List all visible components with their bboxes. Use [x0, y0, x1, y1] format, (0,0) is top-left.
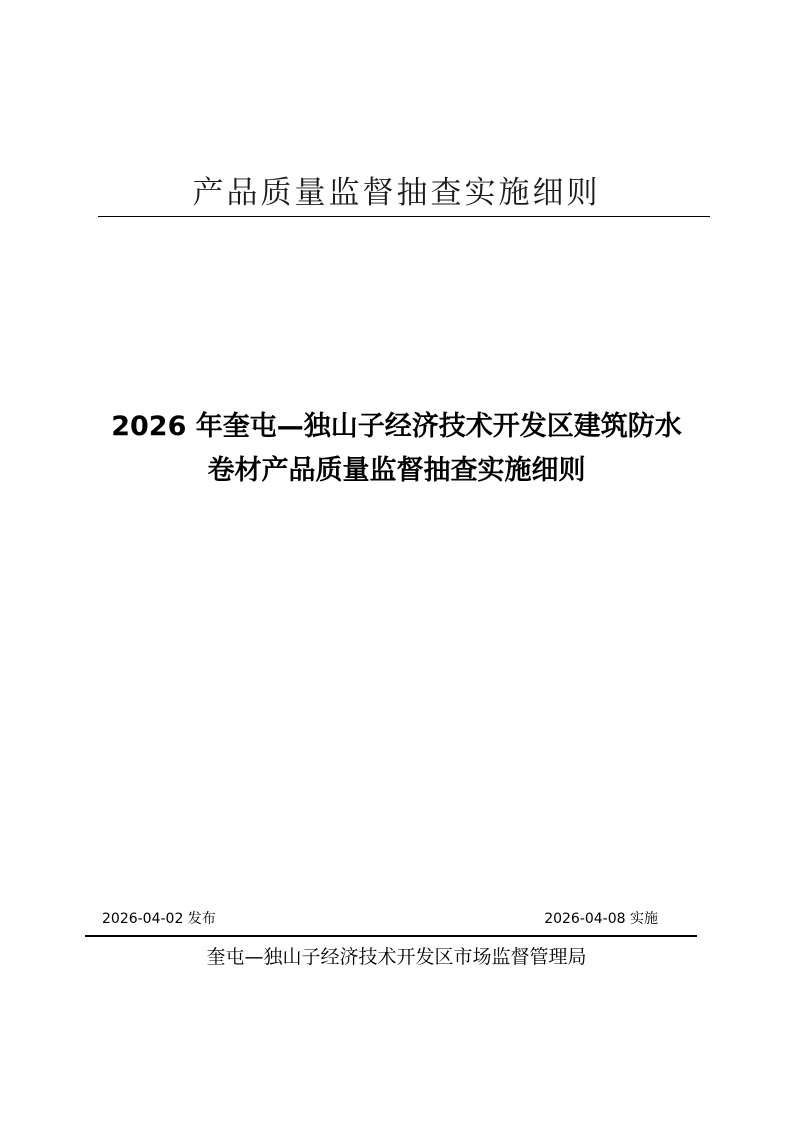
header-title: 产品质量监督抽查实施细则: [192, 175, 601, 211]
document-title: [60, 405, 733, 493]
document-title-line-1: 2026 年奎屯—独山子经济技术开发区建筑防水: [111, 411, 682, 442]
issue-date: 2026-04-02 发布: [102, 911, 216, 927]
effective-date: 2026-04-08 实施: [544, 911, 658, 927]
document-title-line-2: 卷材产品质量监督抽查实施细则: [207, 455, 586, 486]
header-divider: [98, 216, 710, 217]
footer-divider: [85, 935, 697, 937]
issuing-authority: 奎屯—独山子经济技术开发区市场监督管理局: [206, 946, 587, 968]
